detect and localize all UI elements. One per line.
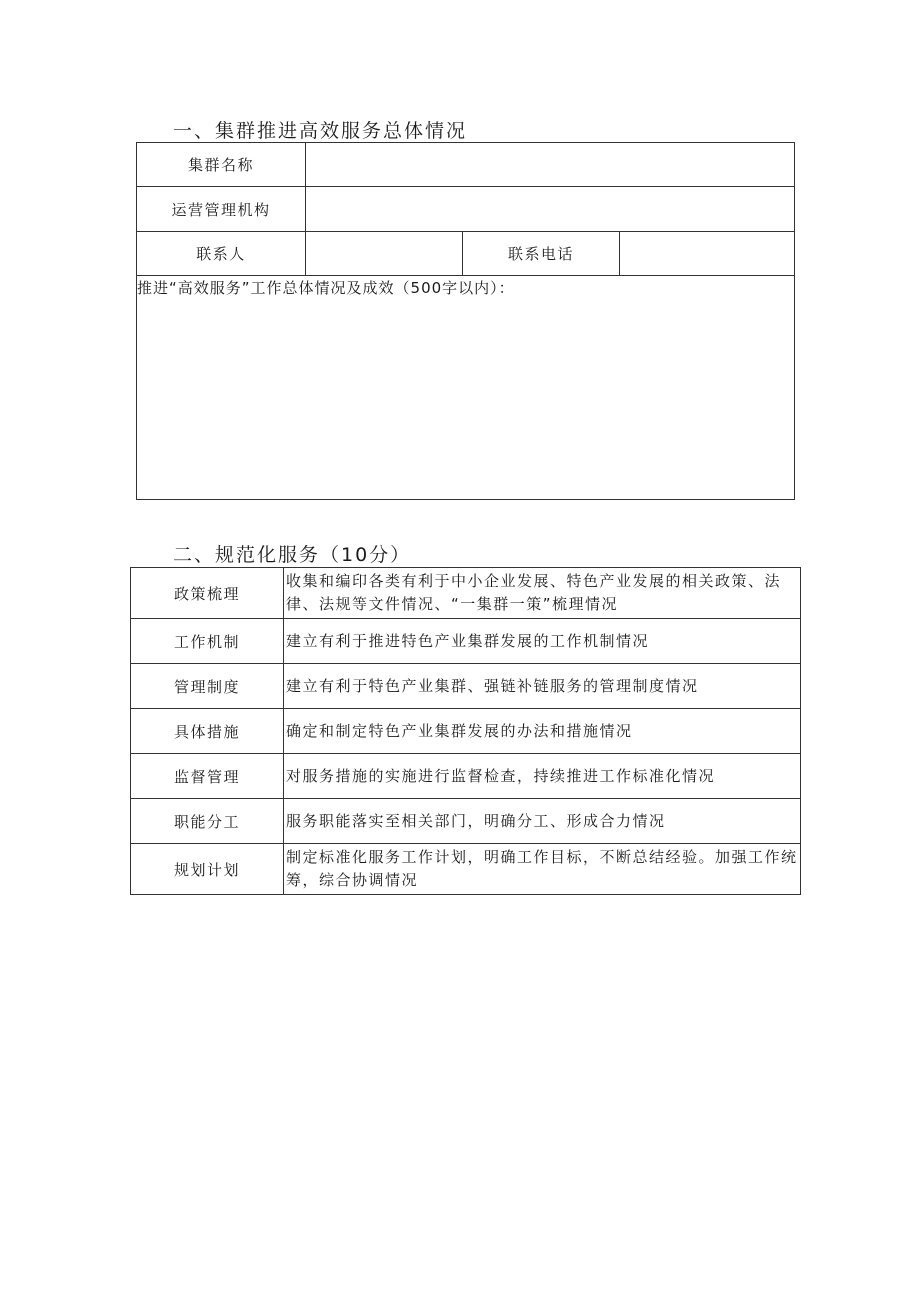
operating-org-label: 运营管理机构 <box>137 187 306 232</box>
table-row <box>131 799 801 844</box>
table-row <box>131 619 801 664</box>
item-label: 规划计划 <box>131 844 284 895</box>
item-description: 收集和编印各类有利于中小企业发展、特色产业发展的相关政策、法律、法规等文件情况、“一集群一策”梳理情况 <box>284 568 801 619</box>
item-label: 监督管理 <box>131 754 284 799</box>
operating-org-field[interactable] <box>306 187 795 232</box>
summary-cell[interactable] <box>137 276 795 500</box>
table-row <box>131 754 801 799</box>
item-label: 具体措施 <box>131 709 284 754</box>
cluster-name-label: 集群名称 <box>137 143 306 187</box>
item-label: 工作机制 <box>131 619 284 664</box>
item-description: 确定和制定特色产业集群发展的办法和措施情况 <box>284 709 801 754</box>
item-description: 制定标准化服务工作计划，明确工作目标，不断总结经验。加强工作统筹，综合协调情况 <box>284 844 801 895</box>
item-label: 职能分工 <box>131 799 284 844</box>
cluster-overview-table <box>136 142 795 500</box>
table-row <box>131 844 801 895</box>
contact-person-label: 联系人 <box>137 232 306 276</box>
item-description: 对服务措施的实施进行监督检查，持续推进工作标准化情况 <box>284 754 801 799</box>
contact-person-field[interactable] <box>306 232 463 276</box>
table-row <box>131 568 801 619</box>
table-row <box>131 664 801 709</box>
cluster-name-field[interactable] <box>306 143 795 187</box>
item-description: 服务职能落实至相关部门，明确分工、形成合力情况 <box>284 799 801 844</box>
standardized-service-table <box>130 567 801 895</box>
item-description: 建立有利于推进特色产业集群发展的工作机制情况 <box>284 619 801 664</box>
section-1-title: 一、集群推进高效服务总体情况 <box>173 120 468 142</box>
item-description: 建立有利于特色产业集群、强链补链服务的管理制度情况 <box>284 664 801 709</box>
section-2-title: 二、规范化服务（10分） <box>173 544 412 566</box>
summary-prompt: 推进“高效服务”工作总体情况及成效（500字以内）： <box>137 279 515 297</box>
contact-phone-label: 联系电话 <box>463 232 620 276</box>
table-row <box>131 709 801 754</box>
item-label: 政策梳理 <box>131 568 284 619</box>
contact-phone-field[interactable] <box>620 232 795 276</box>
item-label: 管理制度 <box>131 664 284 709</box>
